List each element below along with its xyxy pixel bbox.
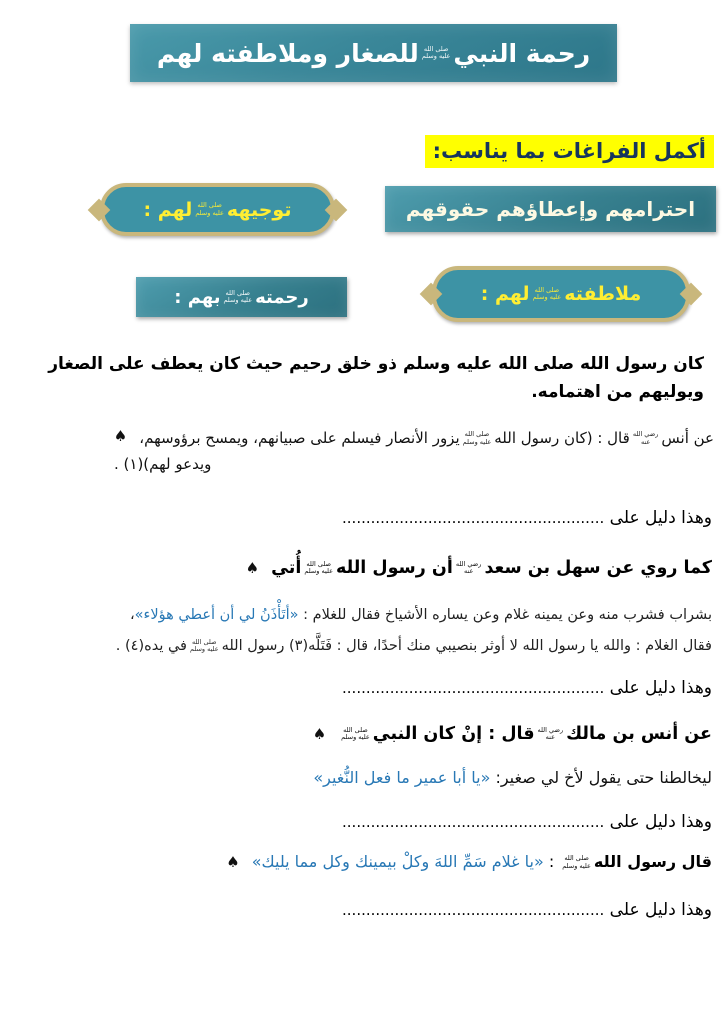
radi-honorific-seal: رضي الله عنه [632,430,659,446]
hadith-sahl-intro [0,558,712,579]
hadith-text: فقال الغلام : والله يا رسول الله لا أوثر بنصيبي منك أحدًا، قال : فَتَلَّه(٣) رسول الله صلى الله عليه وسلم في يده(٤) . [115,637,712,655]
salla-honorific-seal: صلى الله عليه وسلم [304,559,333,575]
salla-honorific-seal: صلى الله عليه وسلم [421,44,451,60]
hadith-text-continuation: ويدعو لهم)(١) . [114,454,212,473]
label-ribbon-guidance: توجيهه صلى الله عليه وسلم لهم : [100,183,335,236]
radi-honorific-seal: رضي الله عنه [537,725,564,741]
evidence-line: وهذا دليل على ....................................................... [342,508,712,528]
salla-honorific-seal: صلى الله عليه وسلم [195,201,224,217]
hadith-text: عن أنس بن مالك رضي الله عنه قال : إنْ كان النبي صلى الله عليه وسلم [341,724,712,744]
salla-honorific-seal: صلى الله عليه وسلم [223,288,253,304]
salla-honorific-seal: صلى الله عليه وسلم [532,285,562,301]
salla-honorific-seal: صلى الله عليه وسلم [341,725,370,741]
hadith-text: بشراب فشرب منه وعن يمينه غلام وعن يساره الأشياخ فقال للغلام : «أتَأْذَنُ لي أن أعطي هؤلاء»، [129,607,712,623]
answer-box-respect: احترامهم وإعطاؤهم حقوقهم [385,186,716,232]
hadith-text: عن أنس رضي الله عنه قال : (كان رسول الله صلى الله عليه وسلم يزور الأنصار فيسلم على صبيانهم، ويمسح برؤوسهم، [139,429,714,447]
hadith-abu-umair-body: ليخالطنا حتى يقول لأخ لي صغير: «يا أبا عمير ما فعل النُّغير» [313,768,712,787]
hadith-anas-visiting [22,426,714,477]
hadith-text: قال رسول الله صلى الله عليه وسلم : «يا غلام سَمِّ اللهَ وكلْ بيمينك وكل مما يليك» [251,852,712,871]
hadith-quote: «يا غلام سَمِّ اللهَ وكلْ بيمينك وكل مما يليك» [251,852,544,871]
fill-in-blank: ....................................................... [342,509,605,527]
hadith-quote: «أتَأْذَنُ لي أن أعطي هؤلاء» [134,607,299,623]
fill-in-blank: ....................................................... [342,679,605,697]
title-banner [130,24,617,82]
evidence-line: وهذا دليل على ....................................................... [342,678,712,698]
salla-honorific-seal: صلى الله عليه وسلم [462,430,492,446]
evidence-line: وهذا دليل على ....................................................... [342,812,712,832]
spade-ornament-icon: ♠ [245,559,260,577]
hadith-abu-umair-intro [0,724,712,745]
spade-ornament-icon: ♠ [113,427,128,445]
radi-honorific-seal: رضي الله عنه [455,559,482,575]
evidence-line: وهذا دليل على ....................................................... [342,900,712,920]
fill-blanks-instruction: أكمل الفراغات بما يناسب: [425,135,714,168]
salla-honorific-seal: صلى الله عليه وسلم [189,637,219,654]
page-title-post: للصغار وملاطفته لهم [156,38,419,68]
spade-ornament-icon: ♠ [312,725,327,743]
fill-in-blank: ....................................................... [342,813,605,831]
hadith-text: كما روي عن سهل بن سعد رضي الله عنه أن رسول الله صلى الله عليه وسلم أُتي [271,558,712,578]
hadith-quote: «يا أبا عمير ما فعل النُّغير» [313,768,491,787]
hadith-sahl-body [22,600,712,662]
hadith-ghulam-eating [0,852,712,873]
label-ribbon-kindness: ملاطفته صلى الله عليه وسلم لهم : [432,266,690,322]
salla-honorific-seal: صلى الله عليه وسلم [562,854,591,870]
page-title-pre: رحمة النبي [453,38,591,68]
answer-box-mercy: رحمته صلى الله عليه وسلم بهم : [136,277,347,317]
fill-in-blank: ....................................................... [342,901,605,919]
intro-paragraph: كان رسول الله صلى الله عليه وسلم ذو خلق رحيم حيث كان يعطف على الصغار ويوليهم من اهتمامه. [48,354,704,403]
spade-ornament-icon: ♠ [226,853,240,871]
